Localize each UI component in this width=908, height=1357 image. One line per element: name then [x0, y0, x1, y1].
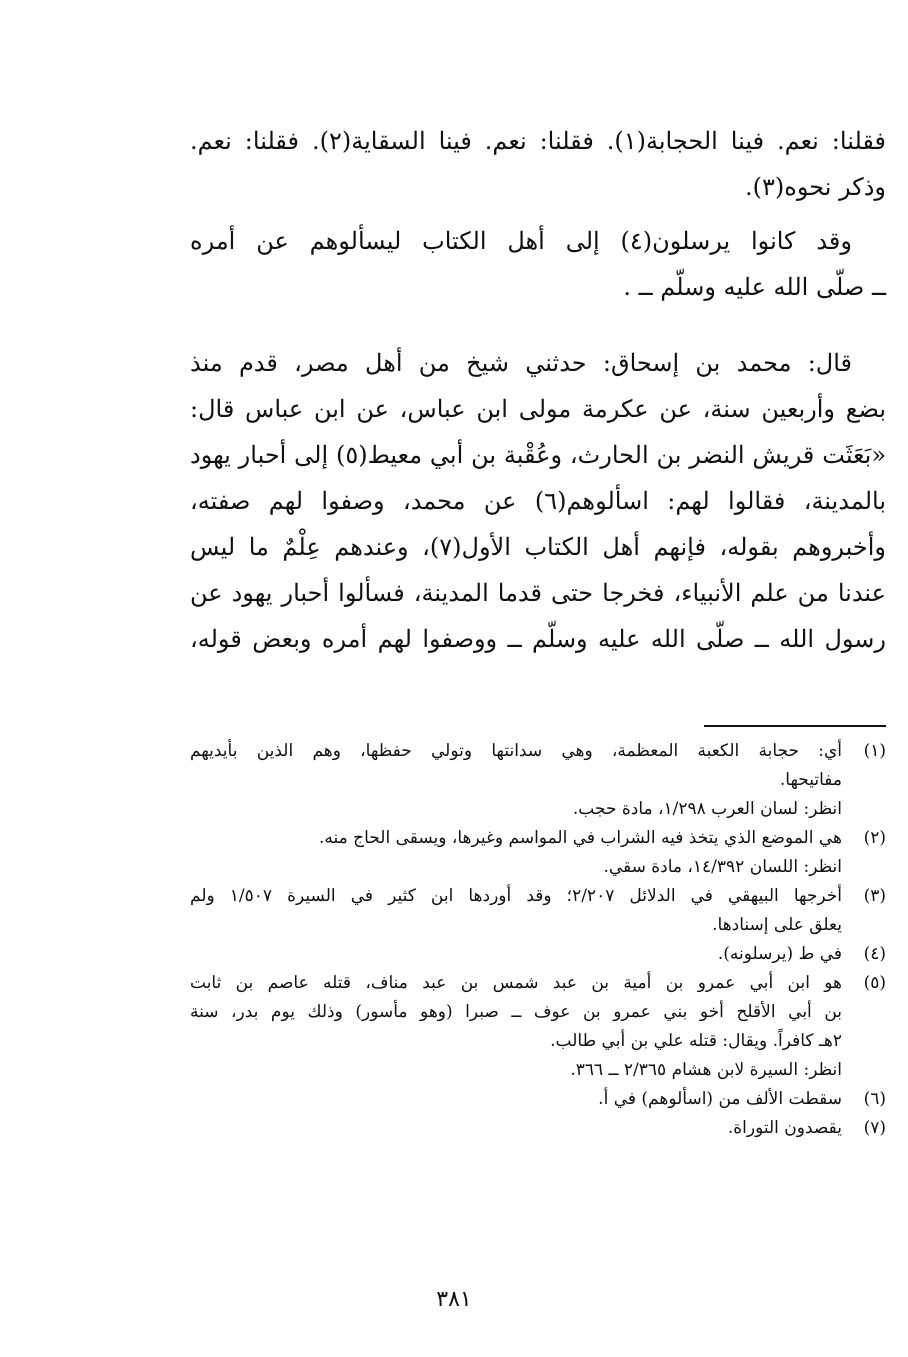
footnote-line: أخرجها البيهقي في الدلائل ٢/٢٠٧؛ وقد أوردها ابن كثير في السيرة ١/٥٠٧ ولم [190, 886, 842, 906]
paragraph-1 [190, 118, 886, 210]
footnote-body [190, 824, 842, 853]
paragraph-2 [190, 218, 886, 310]
text-line: بضع وأربعين سنة، عن عكرمة مولى ابن عباس، عن ابن عباس قال: [190, 395, 887, 423]
footnote-2 [190, 824, 886, 853]
text-line: وقد كانوا يرسلون(٤) إلى أهل الكتاب ليسألوهم عن أمره [190, 227, 852, 255]
footnote-7 [190, 1114, 886, 1143]
text-line: وذكر نحوه(٣). [745, 173, 886, 201]
footnote-body [190, 969, 842, 1056]
paragraph-3 [190, 340, 886, 662]
footnote-body [190, 737, 842, 795]
main-text [190, 118, 886, 662]
text-line: وأخبروهم بقوله، فإنهم أهل الكتاب الأول(٧)، وعندهم عِلْمٌ ما ليس [190, 533, 886, 561]
footnote-line: بن أبي الأقلح أخو بني عمرو بن عوف ــ صبرا (وهو مأسور) وذلك يوم بدر، سنة [190, 1002, 842, 1022]
footnote-line: سقطت الألف من (اسألوهم) في أ. [598, 1089, 842, 1109]
footnote-1 [190, 737, 886, 795]
footnote-body [190, 940, 842, 969]
footnote-line: ٢هـ كافراً. ويقال: قتله علي بن أبي طالب. [550, 1031, 842, 1051]
text-line: بالمدينة، فقالوا لهم: اسألوهم(٦) عن محمد، وصفوا لهم صفته، [190, 487, 887, 515]
footnote-body [190, 882, 842, 940]
footnote-line: يقصدون التوراة. [727, 1118, 842, 1138]
footnote-line: في ط (يرسلونه). [717, 944, 842, 964]
text-line: عندنا من علم الأنبياء، فخرجا حتى قدما المدينة، فسألوا أحبار يهود عن [190, 579, 886, 607]
footnote-6 [190, 1085, 886, 1114]
footnote-5 [190, 969, 886, 1056]
footnote-number: (٣) [863, 886, 886, 906]
footnote-3 [190, 882, 886, 940]
footnote-number: (٤) [863, 944, 886, 964]
footnote-number: (٢) [863, 828, 886, 848]
paragraph-gap [190, 310, 886, 340]
footnote-line: هي الموضع الذي يتخذ فيه الشراب في المواسم وغيرها، ويسقى الحاج منه. [319, 828, 842, 848]
footnote-number: (٧) [863, 1118, 886, 1138]
footnote-line: هو ابن أبي عمرو بن أمية بن عبد شمس بن عبد مناف، قتله عاصم بن ثابت [190, 973, 842, 993]
page-number: ٣٨١ [436, 1287, 472, 1312]
text-line: ــ صلّى الله عليه وسلّم ــ . [623, 273, 886, 301]
footnote-separator [704, 725, 886, 727]
footnote-line: مفاتيحها. [779, 770, 842, 790]
footnote-body [190, 1114, 842, 1143]
footnote-reference: انظر: السيرة لابن هشام ٢/٣٦٥ ــ ٣٦٦. [570, 1060, 842, 1080]
footnote-line: أي: حجابة الكعبة المعظمة، وهي سدانتها وتولي حفظها، وهم الذين بأيديهم [190, 741, 842, 761]
footnote-number: (١) [863, 741, 886, 761]
text-line: «بَعَثَت قريش النضر بن الحارث، وعُقْبة بن أبي معيط(٥) إلى أحبار يهود [190, 441, 887, 469]
footnote-line: يعلق على إسنادها. [712, 915, 842, 935]
footnote-number: (٦) [863, 1089, 886, 1109]
text-line: رسول الله ــ صلّى الله عليه وسلّم ــ ووصفوا لهم أمره وبعض قوله، [190, 625, 886, 653]
text-line: فقلنا: نعم. فينا الحجابة(١). فقلنا: نعم. فينا السقاية(٢). فقلنا: نعم. [190, 127, 887, 155]
footnote-reference: انظر: اللسان ١٤/٣٩٢، مادة سقي. [603, 857, 842, 877]
footnotes [190, 737, 886, 1143]
footnote-body [190, 1085, 842, 1114]
footnote-number: (٥) [863, 973, 886, 993]
paragraph-gap [190, 210, 886, 218]
text-line: قال: محمد بن إسحاق: حدثني شيخ من أهل مصر، قدم منذ [190, 349, 852, 377]
footnote-4 [190, 940, 886, 969]
footnote-reference: انظر: لسان العرب ١/٢٩٨، مادة حجب. [572, 799, 842, 819]
